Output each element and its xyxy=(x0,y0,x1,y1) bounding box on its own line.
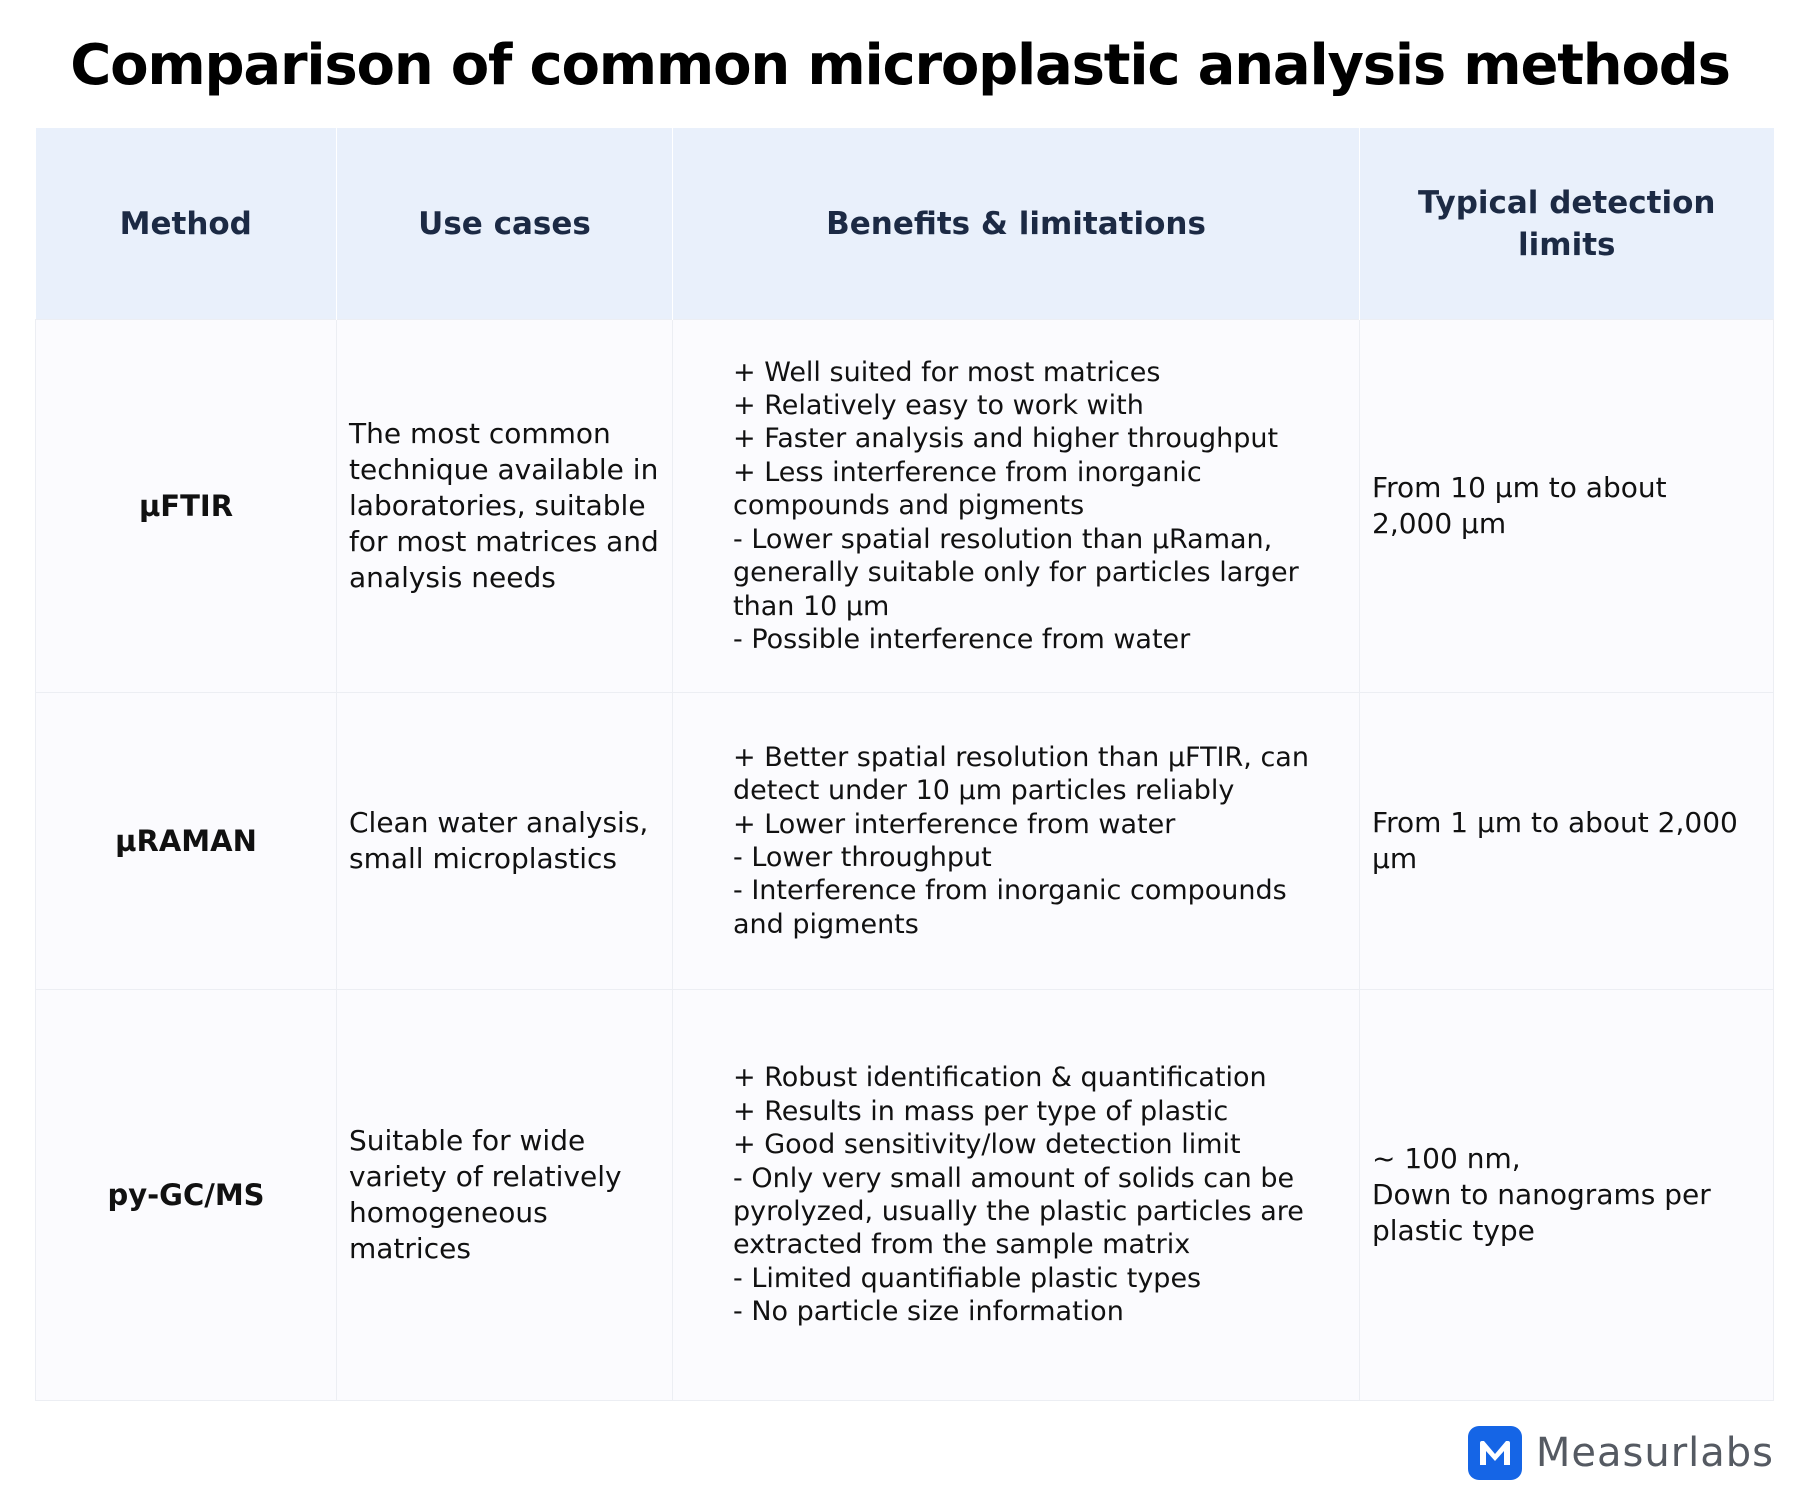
list-item: + Robust identification & quantification xyxy=(733,1062,1267,1094)
brand-name: Measurlabs xyxy=(1535,1430,1774,1476)
detection-limit-line: Down to nanograms per plastic type xyxy=(1372,1178,1711,1247)
method-cell: µRAMAN xyxy=(36,693,337,990)
list-item: - Lower spatial resolution than µRaman, generally suitable only for particles larger than 10 µm xyxy=(733,523,1299,622)
table-row xyxy=(36,320,1774,693)
list-item: + Faster analysis and higher throughput xyxy=(733,423,1279,455)
list-item: + Good sensitivity/low detection limit xyxy=(733,1129,1241,1161)
table-row xyxy=(36,990,1774,1401)
list-item: - Interference from inorganic compounds and pigments xyxy=(733,875,1287,940)
list-item: - Lower throughput xyxy=(733,842,992,873)
list-item: + Relatively easy to work with xyxy=(733,390,1144,422)
use-cases-cell: Clean water analysis, small microplastics xyxy=(337,693,673,990)
method-cell: µFTIR xyxy=(36,320,337,693)
use-cases-cell: The most common technique available in laboratories, suitable for most matrices and analysis needs xyxy=(337,320,673,693)
m-logo-icon xyxy=(1468,1426,1522,1480)
table-row xyxy=(36,693,1774,990)
header-use-cases: Use cases xyxy=(337,128,673,320)
list-item: + Better spatial resolution than µFTIR, can detect under 10 µm particles reliably xyxy=(733,741,1309,807)
header-row xyxy=(36,128,1774,320)
list-item: + Well suited for most matrices xyxy=(733,356,1161,388)
detection-limit-line: ~ 100 nm, xyxy=(1372,1142,1521,1175)
detection-limits-cell: From 1 µm to about 2,000 µm xyxy=(1360,693,1774,990)
list-item: + Less interference from inorganic compounds and pigments xyxy=(733,456,1202,522)
benefits-limitations-cell xyxy=(673,320,1360,693)
method-cell: py-GC/MS xyxy=(36,990,337,1401)
list-item: - No particle size information xyxy=(733,1296,1124,1328)
header-benefits-limitations: Benefits & limitations xyxy=(673,128,1360,320)
comparison-table xyxy=(35,128,1774,1401)
page-title: Comparison of common microplastic analysis methods xyxy=(70,33,1730,98)
benefits-limitations-cell xyxy=(673,990,1360,1401)
header-detection-limits: Typical detection limits xyxy=(1360,128,1774,320)
detection-limits-cell xyxy=(1360,990,1774,1401)
use-cases-cell: Suitable for wide variety of relatively homogeneous matrices xyxy=(337,990,673,1401)
benefits-limitations-cell xyxy=(673,693,1360,990)
header-method: Method xyxy=(36,128,337,320)
list-item: + Lower interference from water xyxy=(733,808,1176,840)
list-item: - Possible interference from water xyxy=(733,623,1191,655)
detection-limits-cell: From 10 µm to about 2,000 µm xyxy=(1360,320,1774,693)
list-item: - Limited quantifiable plastic types xyxy=(733,1262,1202,1294)
list-item: + Results in mass per type of plastic xyxy=(733,1095,1229,1127)
list-item: - Only very small amount of solids can be pyrolyzed, usually the plastic particles are extracted from the sample matrix xyxy=(733,1162,1304,1261)
brand xyxy=(1468,1425,1774,1481)
